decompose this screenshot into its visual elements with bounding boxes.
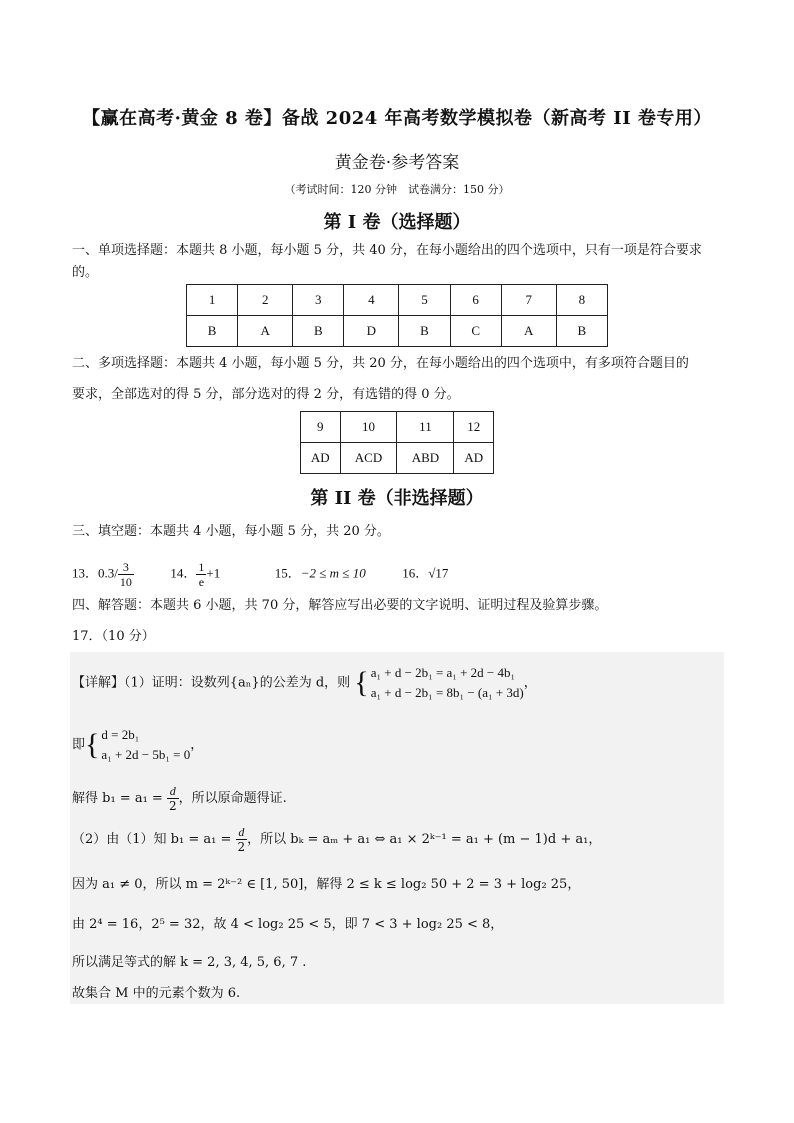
solution-line-2 — [72, 725, 203, 765]
multi-choice-answer-table — [300, 411, 494, 474]
solution-line-3-prefix: 解得 b₁ = a₁ = — [72, 791, 163, 806]
exam-info: （考试时间：120 分钟 试卷满分：150 分） — [284, 183, 510, 196]
equation-system-2 — [101, 725, 190, 765]
table-row — [301, 443, 494, 474]
q16-value: √17 — [428, 565, 449, 581]
part2-title: 第 II 卷（非选择题） — [310, 488, 484, 509]
q15-value: −2 ≤ m ≤ 10 — [300, 565, 366, 581]
table-cell: 11 — [397, 412, 454, 443]
brace-symbol: { — [354, 666, 369, 699]
document-title: 【赢在高考·黄金 8 卷】备战 2024 年高考数学模拟卷（新高考 II 卷专用） — [82, 108, 712, 129]
table-cell: A — [501, 316, 556, 347]
part1-title: 第 I 卷（选择题） — [323, 212, 471, 233]
table-cell: 9 — [301, 412, 341, 443]
q14-label: 14． — [170, 565, 197, 581]
q14-denominator: e — [198, 575, 205, 589]
document-subtitle: 黄金卷·参考答案 — [334, 153, 460, 173]
solution-line-4 — [72, 825, 601, 854]
table-row — [187, 316, 608, 347]
table-cell: 6 — [450, 285, 501, 316]
table-cell: 10 — [340, 412, 397, 443]
table-cell: 5 — [399, 285, 450, 316]
table-cell: C — [450, 316, 501, 347]
solution-line-2-suffix: ， — [190, 737, 204, 753]
fill-blank-intro: 三、填空题：本题共 4 小题，每小题 5 分，共 20 分。 — [72, 524, 390, 539]
solution-line-8: 故集合 M 中的元素个数为 6. — [72, 986, 241, 1001]
table-row — [301, 412, 494, 443]
solution-line-1 — [72, 663, 537, 703]
q14-fraction — [196, 560, 206, 589]
equation-system-1 — [371, 663, 524, 703]
table-cell: ABD — [397, 443, 454, 474]
table-cell: 3 — [293, 285, 344, 316]
q13-numerator: 3 — [118, 560, 134, 575]
solution-line-7: 所以满足等式的解 k = 2, 3, 4, 5, 6, 7 . — [72, 955, 307, 970]
solution-line-6: 由 2⁴ = 16，2⁵ = 32，故 4 < log₂ 25 < 5，即 7 < 3 + log₂ 25 < 8， — [72, 917, 504, 932]
table-cell: 8 — [556, 285, 607, 316]
multi-choice-intro-line2: 要求，全部选对的得 5 分，部分选对的得 2 分，有选错的得 0 分。 — [72, 387, 460, 402]
multi-choice-intro-line1: 二、多项选择题：本题共 4 小题，每小题 5 分，共 20 分，在每小题给出的四个选项中，有多项符合题目的 — [72, 356, 689, 371]
q14-numerator: 1 — [198, 560, 205, 574]
brace-symbol: { — [85, 728, 100, 761]
q13-label: 13． — [72, 565, 99, 581]
table-cell: B — [293, 316, 344, 347]
table-cell: ACD — [340, 443, 397, 474]
denominator: 2 — [168, 799, 177, 813]
single-choice-intro: 一、单项选择题：本题共 8 小题，每小题 5 分，共 40 分，在每小题给出的四个选项中，只有一项是符合要求的。 — [72, 243, 702, 280]
table-cell: 12 — [454, 412, 494, 443]
q15-label: 15． — [274, 565, 301, 581]
solution-line-3-suffix: ，所以原命题得证. — [178, 791, 287, 806]
solution-line-1-prefix: 【详解】（1）证明：设数列{aₙ}的公差为 d，则 — [72, 675, 351, 691]
table-cell: AD — [301, 443, 341, 474]
table-cell: 2 — [238, 285, 293, 316]
table-cell: B — [556, 316, 607, 347]
numerator: d — [167, 784, 179, 799]
table-row — [187, 285, 608, 316]
fraction — [167, 784, 179, 813]
equation: a₁ + d − 2b₁ = 8b₁ − (a₁ + 3d) — [370, 685, 524, 700]
q13-denominator: 10 — [119, 575, 132, 589]
table-cell: 4 — [344, 285, 399, 316]
solution-line-3 — [72, 784, 287, 813]
q13-prefix: 0.3/ — [98, 565, 118, 581]
fill-blank-answers — [72, 560, 448, 589]
q16-label: 16． — [402, 565, 429, 581]
table-cell: AD — [454, 443, 494, 474]
table-cell: 1 — [187, 285, 238, 316]
denominator: 2 — [237, 840, 246, 854]
solution-line-5: 因为 a₁ ≠ 0，所以 m = 2ᵏ⁻² ∈ [1, 50]，解得 2 ≤ k ≤ log₂ 50 + 2 = 3 + log₂ 25， — [72, 877, 581, 892]
fraction — [236, 825, 248, 854]
numerator: d — [236, 825, 248, 840]
q14-suffix: +1 — [206, 565, 221, 581]
equation: a₁ + d − 2b₁ = a₁ + 2d − 4b₁ — [370, 665, 516, 680]
q13-fraction — [118, 560, 134, 589]
table-cell: B — [399, 316, 450, 347]
equation: d = 2b₁ — [101, 727, 140, 742]
solution-line-4-prefix: （2）由（1）知 b₁ = a₁ = — [72, 832, 232, 847]
equation: a₁ + 2d − 5b₁ = 0 — [101, 747, 191, 762]
table-cell: A — [238, 316, 293, 347]
solution-line-2-prefix: 即 — [72, 737, 86, 753]
table-cell: 7 — [501, 285, 556, 316]
q17-header: 17．（10 分） — [72, 629, 155, 644]
single-choice-answer-table — [186, 284, 608, 347]
solution-line-4-suffix: ，所以 bₖ = aₘ + a₁ ⇔ a₁ × 2ᵏ⁻¹ = a₁ + (m − 1)d + a₁， — [247, 832, 602, 847]
table-cell: D — [344, 316, 399, 347]
table-cell: B — [187, 316, 238, 347]
solve-intro: 四、解答题：本题共 6 小题，共 70 分，解答应写出必要的文字说明、证明过程及验算步骤。 — [72, 598, 608, 613]
solution-line-1-suffix: ， — [523, 675, 537, 691]
